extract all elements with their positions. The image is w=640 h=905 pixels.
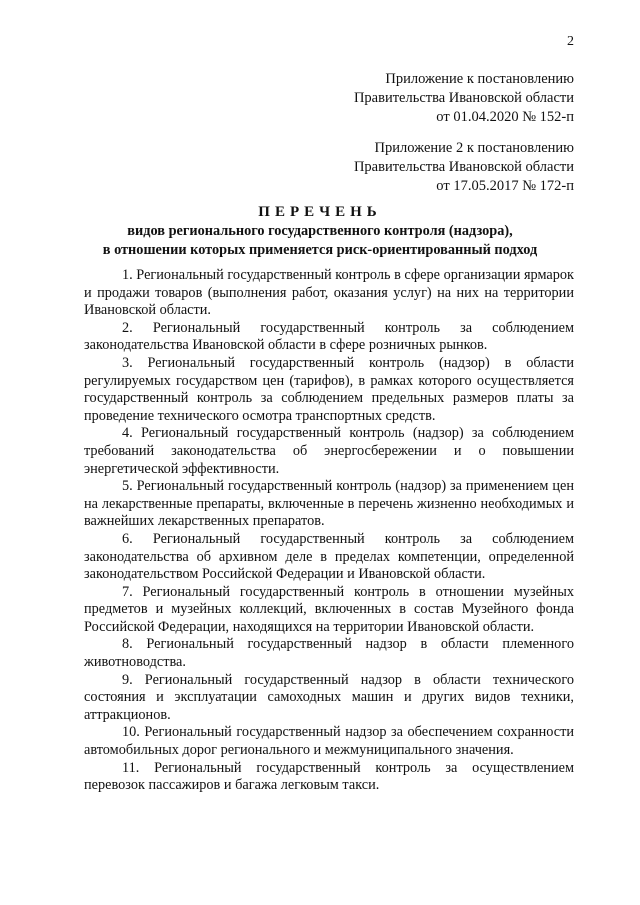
appendix-1-line-2: Правительства Ивановской области [353, 90, 574, 106]
appendix-2-line-3: от 17.05.2017 № 172-п [436, 178, 574, 194]
document-subtitle-line-1: видов регионального государственного контроля (надзора), [127, 223, 513, 239]
list-item: 3. Региональный государственный контроль (надзор) в области регулируемых государством цен (тарифов), в рамках которого осуществляется государственный контроль за соблюдением предельных размеров платы за проведение технического осмотра транспортных средств. [84, 354, 574, 424]
appendix-2-line-1: Приложение 2 к постановлению [374, 140, 574, 156]
page-number: 2 [567, 34, 574, 49]
list-item: 9. Региональный государственный надзор в области технического состояния и эксплуатации самоходных машин и других видов техники, аттракционов. [84, 671, 574, 723]
appendix-1-line-1: Приложение к постановлению [385, 71, 574, 87]
list-item: 5. Региональный государственный контроль (надзор) за применением цен на лекарственные препараты, включенные в перечень жизненно необходимых и важнейших лекарственных препаратов. [84, 478, 574, 530]
list-item: 2. Региональный государственный контроль за соблюдением законодательства Ивановской области в сфере розничных рынков. [84, 319, 574, 354]
document-subtitle-line-2: в отношении которых применяется риск-ориентированный подход [102, 242, 538, 258]
list-item: 7. Региональный государственный контроль в отношении музейных предметов и музейных коллекций, включенных в состав Музейного фонда Российской Федерации, находящихся на территории Ивановской области. [84, 583, 574, 635]
document-heading [66, 202, 574, 260]
appendix-note-2 [354, 139, 574, 196]
list-item: 4. Региональный государственный контроль (надзор) за соблюдением требований законодательства об энергосбережении и о повышении энергетической эффективности. [84, 425, 574, 477]
list-item: 8. Региональный государственный надзор в области племенного животноводства. [84, 636, 574, 671]
list-item: 10. Региональный государственный надзор за обеспечением сохранности автомобильных дорог регионального и межмуниципального значения. [84, 724, 574, 759]
list-item: 11. Региональный государственный контроль за осуществлением перевозок пассажиров и багажа легковым такси. [84, 759, 574, 794]
appendix-note-1 [354, 70, 574, 127]
appendix-1-line-3: от 01.04.2020 № 152-п [436, 109, 574, 125]
appendix-2-line-2: Правительства Ивановской области [353, 159, 574, 175]
list-item: 1. Региональный государственный контроль в сфере организации ярмарок и продажи товаров (выполнения работ, оказания услуг) на них на территории Ивановской области. [84, 267, 574, 319]
control-types-list [84, 267, 574, 795]
document-title: ПЕРЕЧЕНЬ [258, 204, 382, 220]
list-item: 6. Региональный государственный контроль за соблюдением законодательства об архивном деле в пределах компетенции, определенной законодательством Российской Федерации и Ивановской области. [84, 530, 574, 583]
